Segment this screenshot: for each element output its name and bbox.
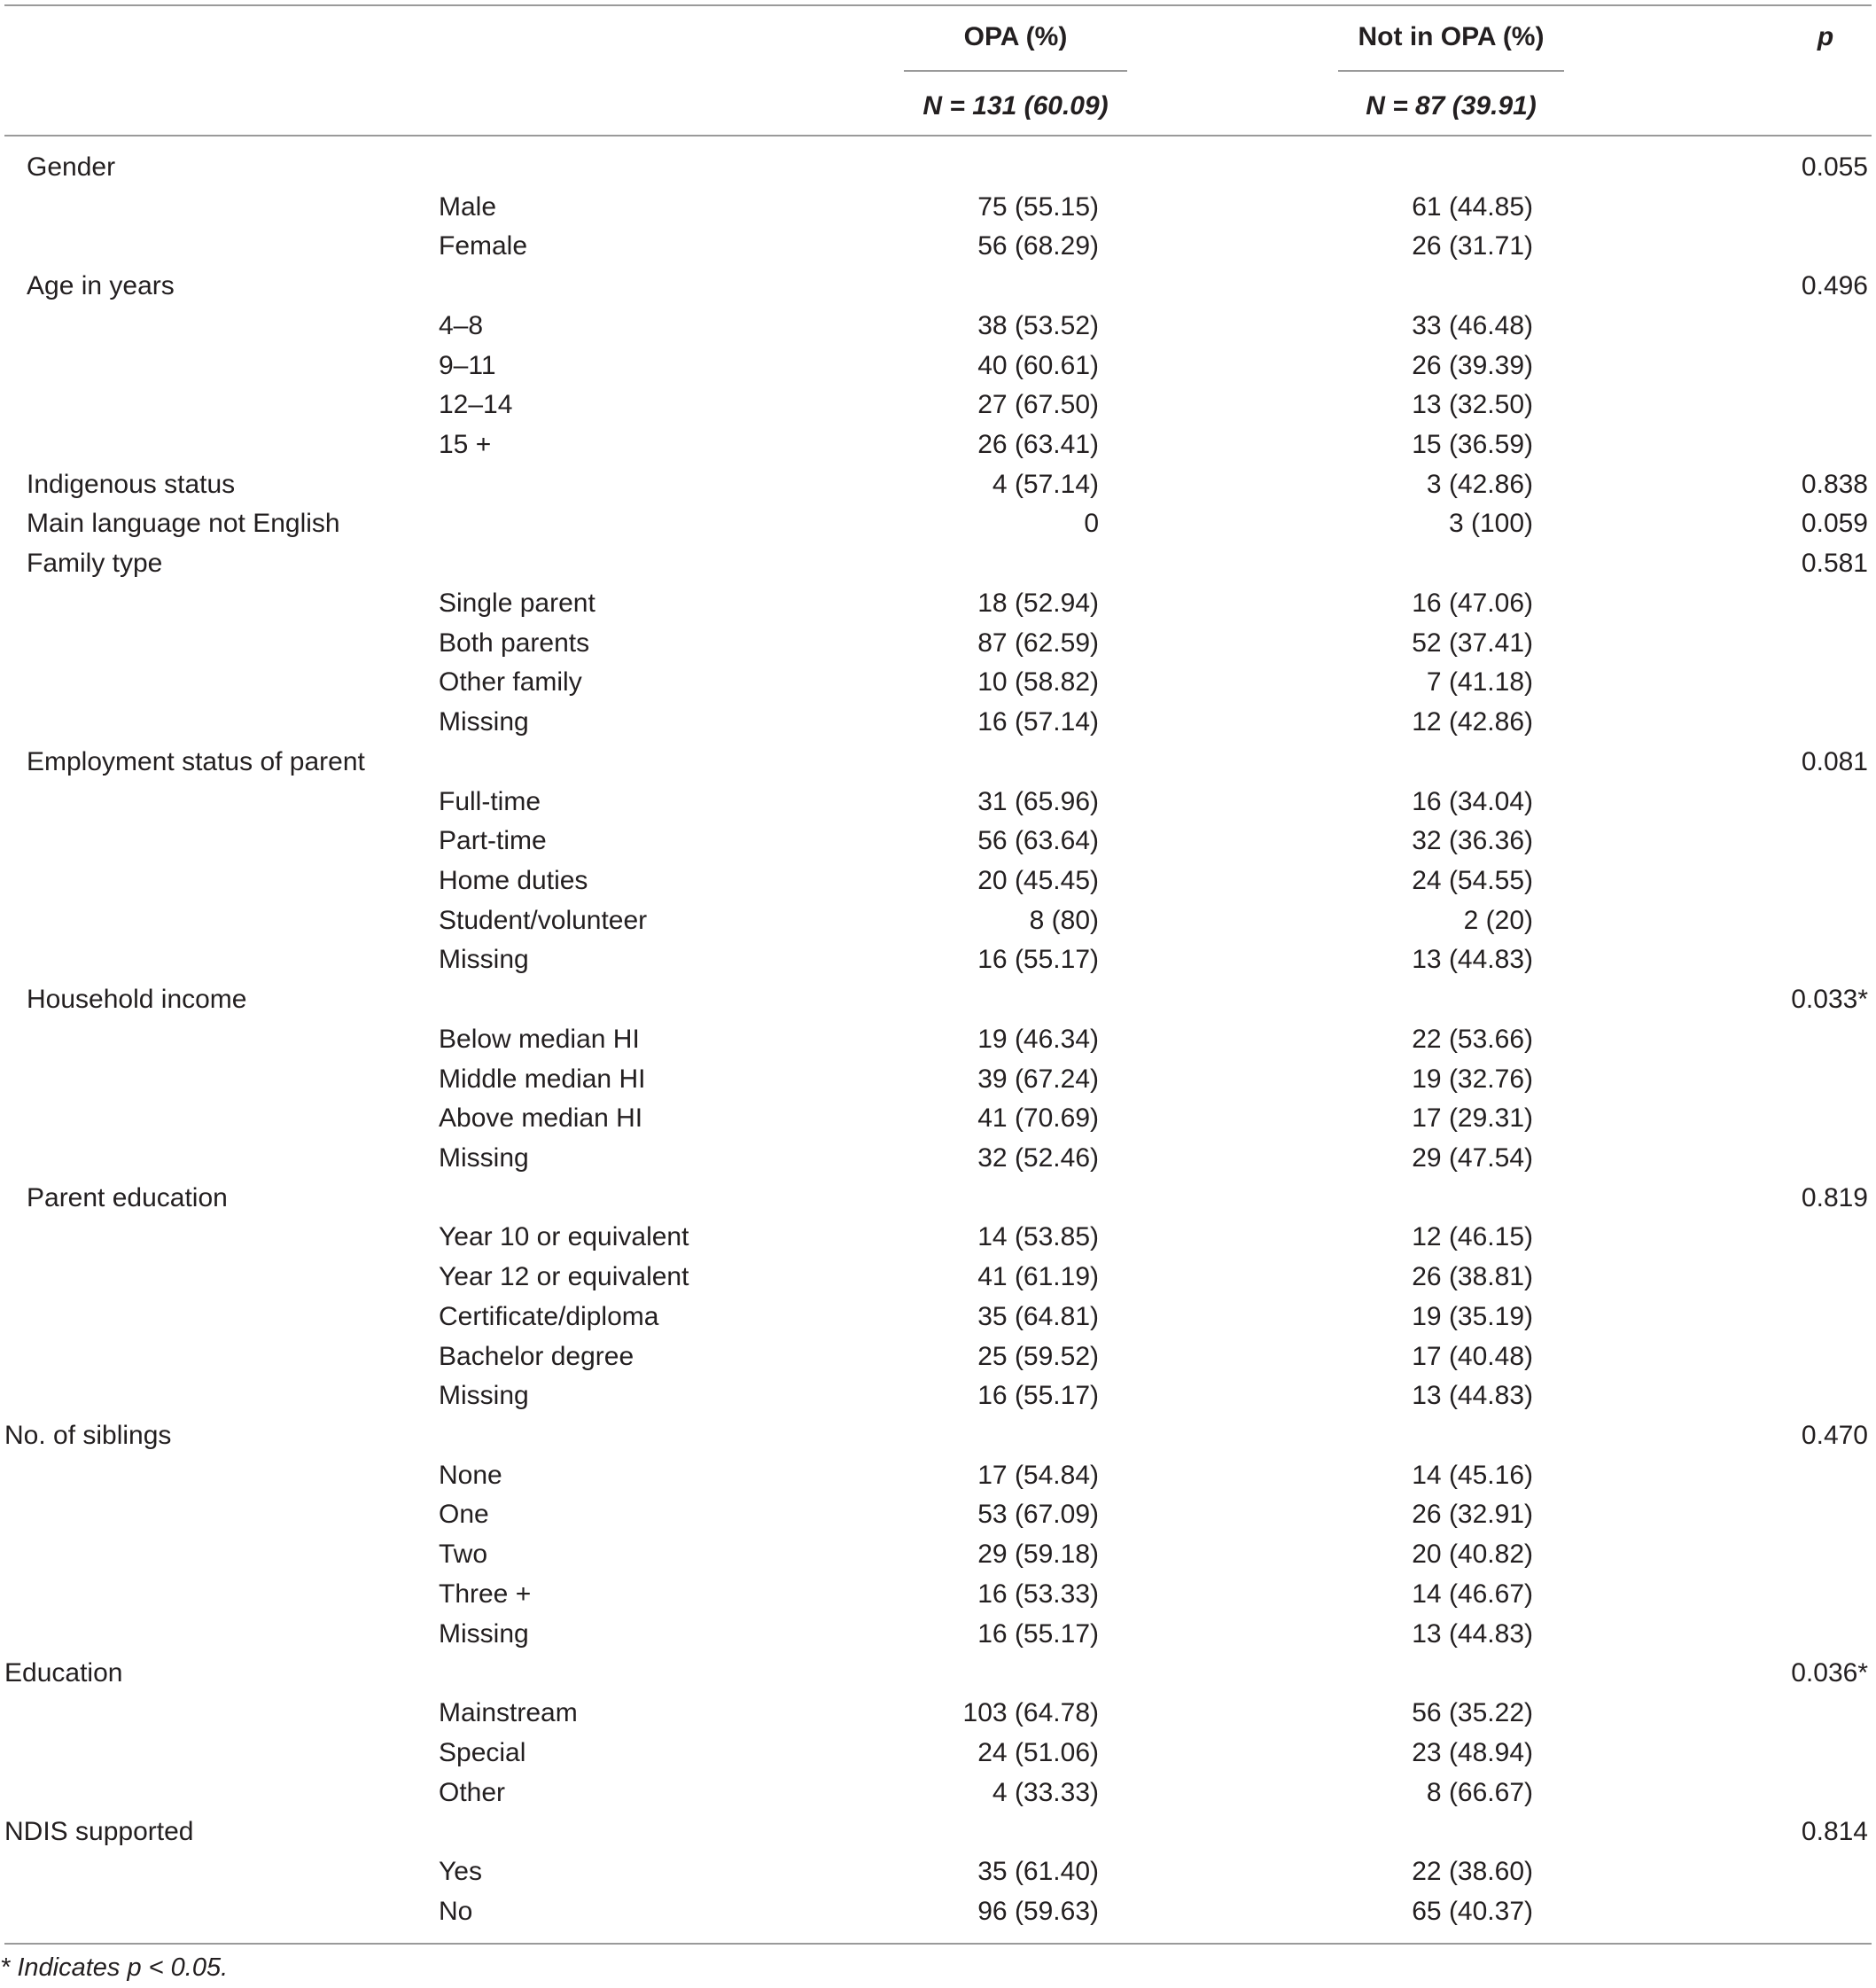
row-label: Missing [439, 945, 529, 974]
not-opa-value: 7 (41.18) [1426, 667, 1533, 697]
not-opa-value: 12 (46.15) [1412, 1222, 1533, 1251]
opa-value: 4 (57.14) [992, 470, 1099, 499]
not-opa-value: 56 (35.22) [1412, 1698, 1533, 1727]
opa-value: 96 (59.63) [977, 1897, 1099, 1926]
row-label: NDIS supported [4, 1817, 194, 1846]
opa-value: 16 (53.33) [977, 1579, 1099, 1609]
row-label: Certificate/diploma [439, 1302, 659, 1331]
row-label: Female [439, 231, 528, 261]
not-opa-value: 26 (39.39) [1412, 351, 1533, 380]
not-opa-value: 33 (46.48) [1412, 311, 1533, 340]
row-label: Student/volunteer [439, 906, 648, 935]
row-label: Other [439, 1778, 506, 1807]
opa-value: 41 (61.19) [977, 1262, 1099, 1291]
not-opa-value: 65 (40.37) [1412, 1897, 1533, 1926]
column-header-opa: OPA (%) [963, 22, 1068, 51]
not-opa-value: 19 (32.76) [1412, 1064, 1533, 1094]
row-label: Missing [439, 1619, 529, 1649]
row-label: Indigenous status [27, 470, 236, 499]
not-opa-value: 2 (20) [1463, 906, 1533, 935]
row-label: Both parents [439, 628, 590, 658]
row-label: Gender [27, 152, 116, 182]
opa-value: 41 (70.69) [977, 1103, 1099, 1133]
row-label: Main language not English [27, 509, 340, 538]
not-opa-value: 17 (40.48) [1412, 1342, 1533, 1371]
row-label: One [439, 1500, 489, 1529]
not-opa-value: 12 (42.86) [1412, 707, 1533, 737]
row-label: 4–8 [439, 311, 484, 340]
row-label: Other family [439, 667, 582, 697]
p-value: 0.470 [1801, 1421, 1868, 1450]
not-opa-value: 19 (35.19) [1412, 1302, 1533, 1331]
row-label: Parent education [27, 1183, 228, 1212]
column-header-p: p [1817, 22, 1834, 51]
row-label: Single parent [439, 589, 595, 618]
opa-value: 25 (59.52) [977, 1342, 1099, 1371]
row-label: Three + [439, 1579, 532, 1609]
opa-value: 16 (55.17) [977, 1381, 1099, 1410]
row-label: 12–14 [439, 390, 513, 419]
opa-value: 4 (33.33) [992, 1778, 1099, 1807]
opa-value: 8 (80) [1029, 906, 1099, 935]
p-value: 0.033* [1791, 985, 1868, 1014]
opa-value: 31 (65.96) [977, 787, 1099, 816]
row-label: Household income [27, 985, 247, 1014]
opa-value: 14 (53.85) [977, 1222, 1099, 1251]
opa-value: 17 (54.84) [977, 1461, 1099, 1490]
row-label: Middle median HI [439, 1064, 646, 1094]
p-value: 0.059 [1801, 509, 1868, 538]
p-value: 0.496 [1801, 271, 1868, 300]
row-label: Male [439, 192, 497, 222]
opa-value: 27 (67.50) [977, 390, 1099, 419]
not-opa-value: 29 (47.54) [1412, 1143, 1533, 1173]
opa-value: 26 (63.41) [977, 430, 1099, 459]
not-opa-header-underline [1338, 70, 1564, 72]
row-label: 9–11 [439, 351, 496, 380]
row-label: Missing [439, 1381, 529, 1410]
row-label: Special [439, 1738, 526, 1767]
not-opa-value: 15 (36.59) [1412, 430, 1533, 459]
row-label: Employment status of parent [27, 747, 365, 776]
opa-value: 35 (61.40) [977, 1857, 1099, 1886]
row-label: 15 + [439, 430, 492, 459]
row-label: Year 12 or equivalent [439, 1262, 689, 1291]
n-opa [904, 89, 1127, 124]
row-label: Part-time [439, 826, 547, 855]
row-label: Home duties [439, 866, 588, 895]
not-opa-value: 14 (46.67) [1412, 1579, 1533, 1609]
n-opa-text: N = 131 (60.09) [922, 91, 1109, 121]
not-opa-value: 22 (53.66) [1412, 1025, 1533, 1054]
not-opa-value: 24 (54.55) [1412, 866, 1533, 895]
opa-value: 40 (60.61) [977, 351, 1099, 380]
not-opa-value: 16 (47.06) [1412, 589, 1533, 618]
not-opa-value: 61 (44.85) [1412, 192, 1533, 222]
row-label: No [439, 1897, 473, 1926]
not-opa-value: 20 (40.82) [1412, 1540, 1533, 1569]
not-opa-value: 17 (29.31) [1412, 1103, 1533, 1133]
row-label: Missing [439, 707, 529, 737]
row-label: Bachelor degree [439, 1342, 634, 1371]
opa-value: 0 [1084, 509, 1099, 538]
bottom-rule [4, 1943, 1872, 1945]
not-opa-value: 13 (44.83) [1412, 945, 1533, 974]
not-opa-value: 26 (38.81) [1412, 1262, 1533, 1291]
p-value: 0.819 [1801, 1183, 1868, 1212]
opa-value: 75 (55.15) [977, 192, 1099, 222]
row-label: Age in years [27, 271, 175, 300]
opa-value: 18 (52.94) [977, 589, 1099, 618]
p-value: 0.814 [1801, 1817, 1868, 1846]
not-opa-value: 16 (34.04) [1412, 787, 1533, 816]
opa-value: 29 (59.18) [977, 1540, 1099, 1569]
opa-value: 10 (58.82) [977, 667, 1099, 697]
row-label: Full-time [439, 787, 541, 816]
not-opa-value: 23 (48.94) [1412, 1738, 1533, 1767]
opa-value: 87 (62.59) [977, 628, 1099, 658]
row-label: Education [4, 1658, 123, 1688]
row-label: Mainstream [439, 1698, 578, 1727]
not-opa-value: 3 (100) [1448, 509, 1533, 538]
top-rule [4, 4, 1872, 6]
not-opa-value: 8 (66.67) [1426, 1778, 1533, 1807]
row-label: None [439, 1461, 502, 1490]
opa-value: 19 (46.34) [977, 1025, 1099, 1054]
not-opa-value: 32 (36.36) [1412, 826, 1533, 855]
opa-value: 24 (51.06) [977, 1738, 1099, 1767]
n-not-opa [1338, 89, 1564, 124]
column-header-not-opa: Not in OPA (%) [1358, 22, 1545, 51]
row-label: Family type [27, 549, 163, 578]
opa-header-underline [904, 70, 1127, 72]
row-label: Above median HI [439, 1103, 643, 1133]
header-bottom-rule [4, 135, 1872, 136]
p-value: 0.036* [1791, 1658, 1868, 1688]
not-opa-value: 13 (44.83) [1412, 1381, 1533, 1410]
opa-value: 16 (55.17) [977, 945, 1099, 974]
opa-value: 20 (45.45) [977, 866, 1099, 895]
footnote: * Indicates p < 0.05. [0, 1953, 229, 1982]
opa-value: 35 (64.81) [977, 1302, 1099, 1331]
not-opa-value: 26 (32.91) [1412, 1500, 1533, 1529]
not-opa-value: 3 (42.86) [1426, 470, 1533, 499]
opa-value: 16 (57.14) [977, 707, 1099, 737]
opa-value: 32 (52.46) [977, 1143, 1099, 1173]
row-label: Yes [439, 1857, 482, 1886]
p-value: 0.581 [1801, 549, 1868, 578]
not-opa-value: 14 (45.16) [1412, 1461, 1533, 1490]
opa-value: 103 (64.78) [962, 1698, 1099, 1727]
n-not-opa-text: N = 87 (39.91) [1366, 91, 1537, 121]
not-opa-value: 52 (37.41) [1412, 628, 1533, 658]
row-label: Missing [439, 1143, 529, 1173]
opa-value: 56 (68.29) [977, 231, 1099, 261]
not-opa-value: 13 (44.83) [1412, 1619, 1533, 1649]
p-value: 0.081 [1801, 747, 1868, 776]
row-label: No. of siblings [4, 1421, 172, 1450]
opa-value: 38 (53.52) [977, 311, 1099, 340]
row-label: Year 10 or equivalent [439, 1222, 689, 1251]
p-value: 0.055 [1801, 152, 1868, 182]
opa-value: 53 (67.09) [977, 1500, 1099, 1529]
not-opa-value: 13 (32.50) [1412, 390, 1533, 419]
row-label: Below median HI [439, 1025, 640, 1054]
p-value: 0.838 [1801, 470, 1868, 499]
opa-value: 56 (63.64) [977, 826, 1099, 855]
not-opa-value: 26 (31.71) [1412, 231, 1533, 261]
row-label: Two [439, 1540, 488, 1569]
opa-value: 16 (55.17) [977, 1619, 1099, 1649]
opa-value: 39 (67.24) [977, 1064, 1099, 1094]
not-opa-value: 22 (38.60) [1412, 1857, 1533, 1886]
